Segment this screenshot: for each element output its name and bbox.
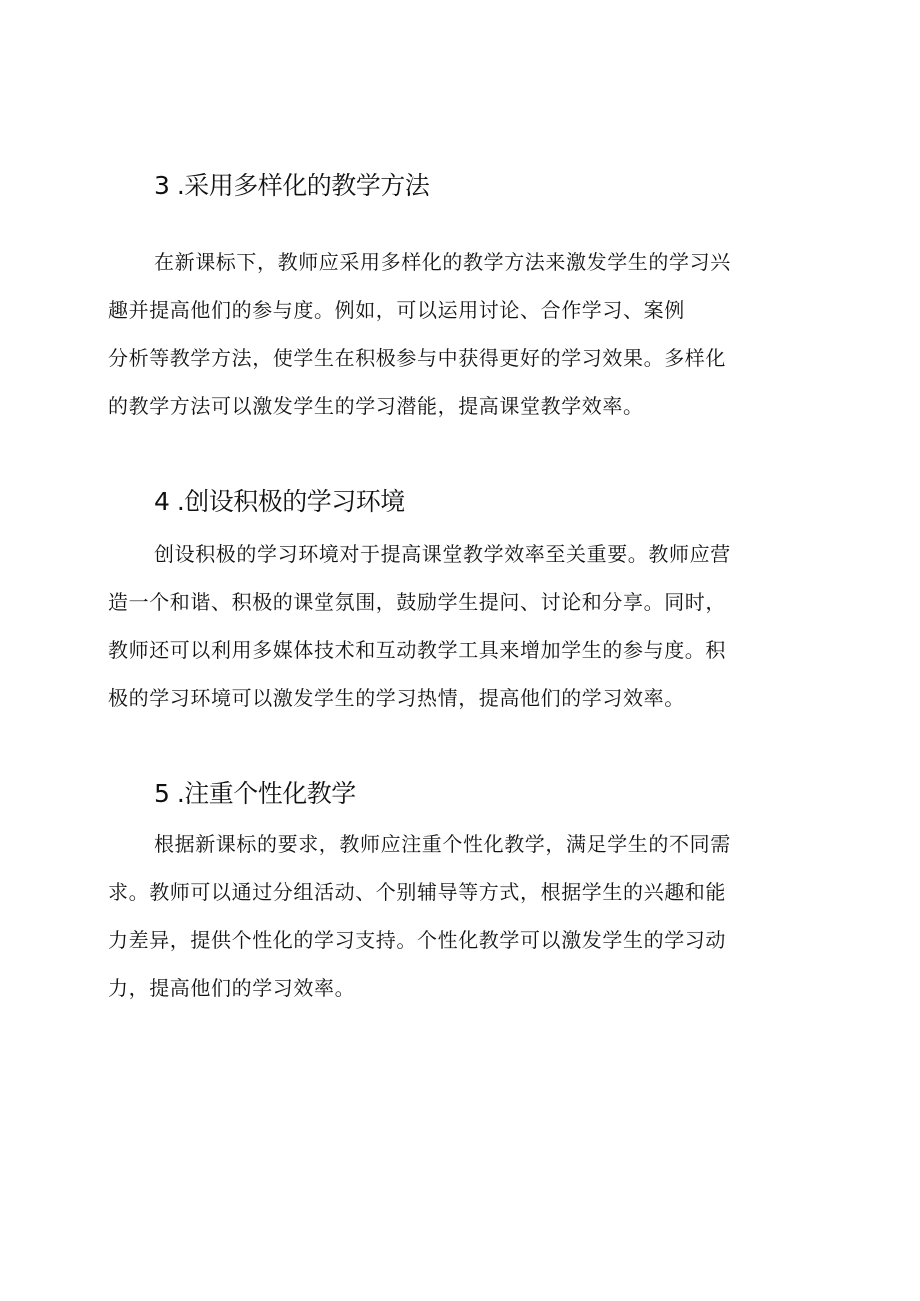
paragraph-line: 创设积极的学习环境对于提高课堂教学效率至关重要。教师应营 (154, 542, 731, 566)
paragraph-line: 根据新课标的要求，教师应注重个性化教学，满足学生的不同需 (154, 832, 731, 856)
paragraph-line: 求。教师可以通过分组活动、个别辅导等方式，根据学生的兴趣和能 (108, 880, 726, 904)
paragraph-line: 力差异，提供个性化的学习支持。个性化教学可以激发学生的学习动 (108, 928, 726, 952)
paragraph-line: 趣并提高他们的参与度。例如，可以运用讨论、合作学习、案例 (108, 298, 685, 322)
paragraph-line: 分析等教学方法，使学生在积极参与中获得更好的学习效果。多样化 (108, 346, 726, 370)
section-paragraph-5 (108, 820, 808, 1012)
paragraph-line: 造一个和谐、积极的课堂氛围，鼓励学生提问、讨论和分享。同时， (108, 590, 726, 614)
section-paragraph-4 (108, 530, 808, 722)
section-heading-5: 5 .注重个性化教学 (154, 779, 356, 808)
paragraph-line: 极的学习环境可以激发学生的学习热情，提高他们的学习效率。 (108, 686, 685, 710)
paragraph-line: 在新课标下，教师应采用多样化的教学方法来激发学生的学习兴 (154, 250, 731, 274)
section-heading-3: 3 .采用多样化的教学方法 (154, 171, 430, 200)
paragraph-line: 教师还可以利用多媒体技术和互动教学工具来增加学生的参与度。积 (108, 638, 726, 662)
section-paragraph-3 (108, 238, 808, 430)
paragraph-line: 力，提高他们的学习效率。 (108, 976, 356, 1000)
section-heading-4: 4 .创设积极的学习环境 (154, 487, 405, 516)
paragraph-line: 的教学方法可以激发学生的学习潜能，提高课堂教学效率。 (108, 394, 644, 418)
